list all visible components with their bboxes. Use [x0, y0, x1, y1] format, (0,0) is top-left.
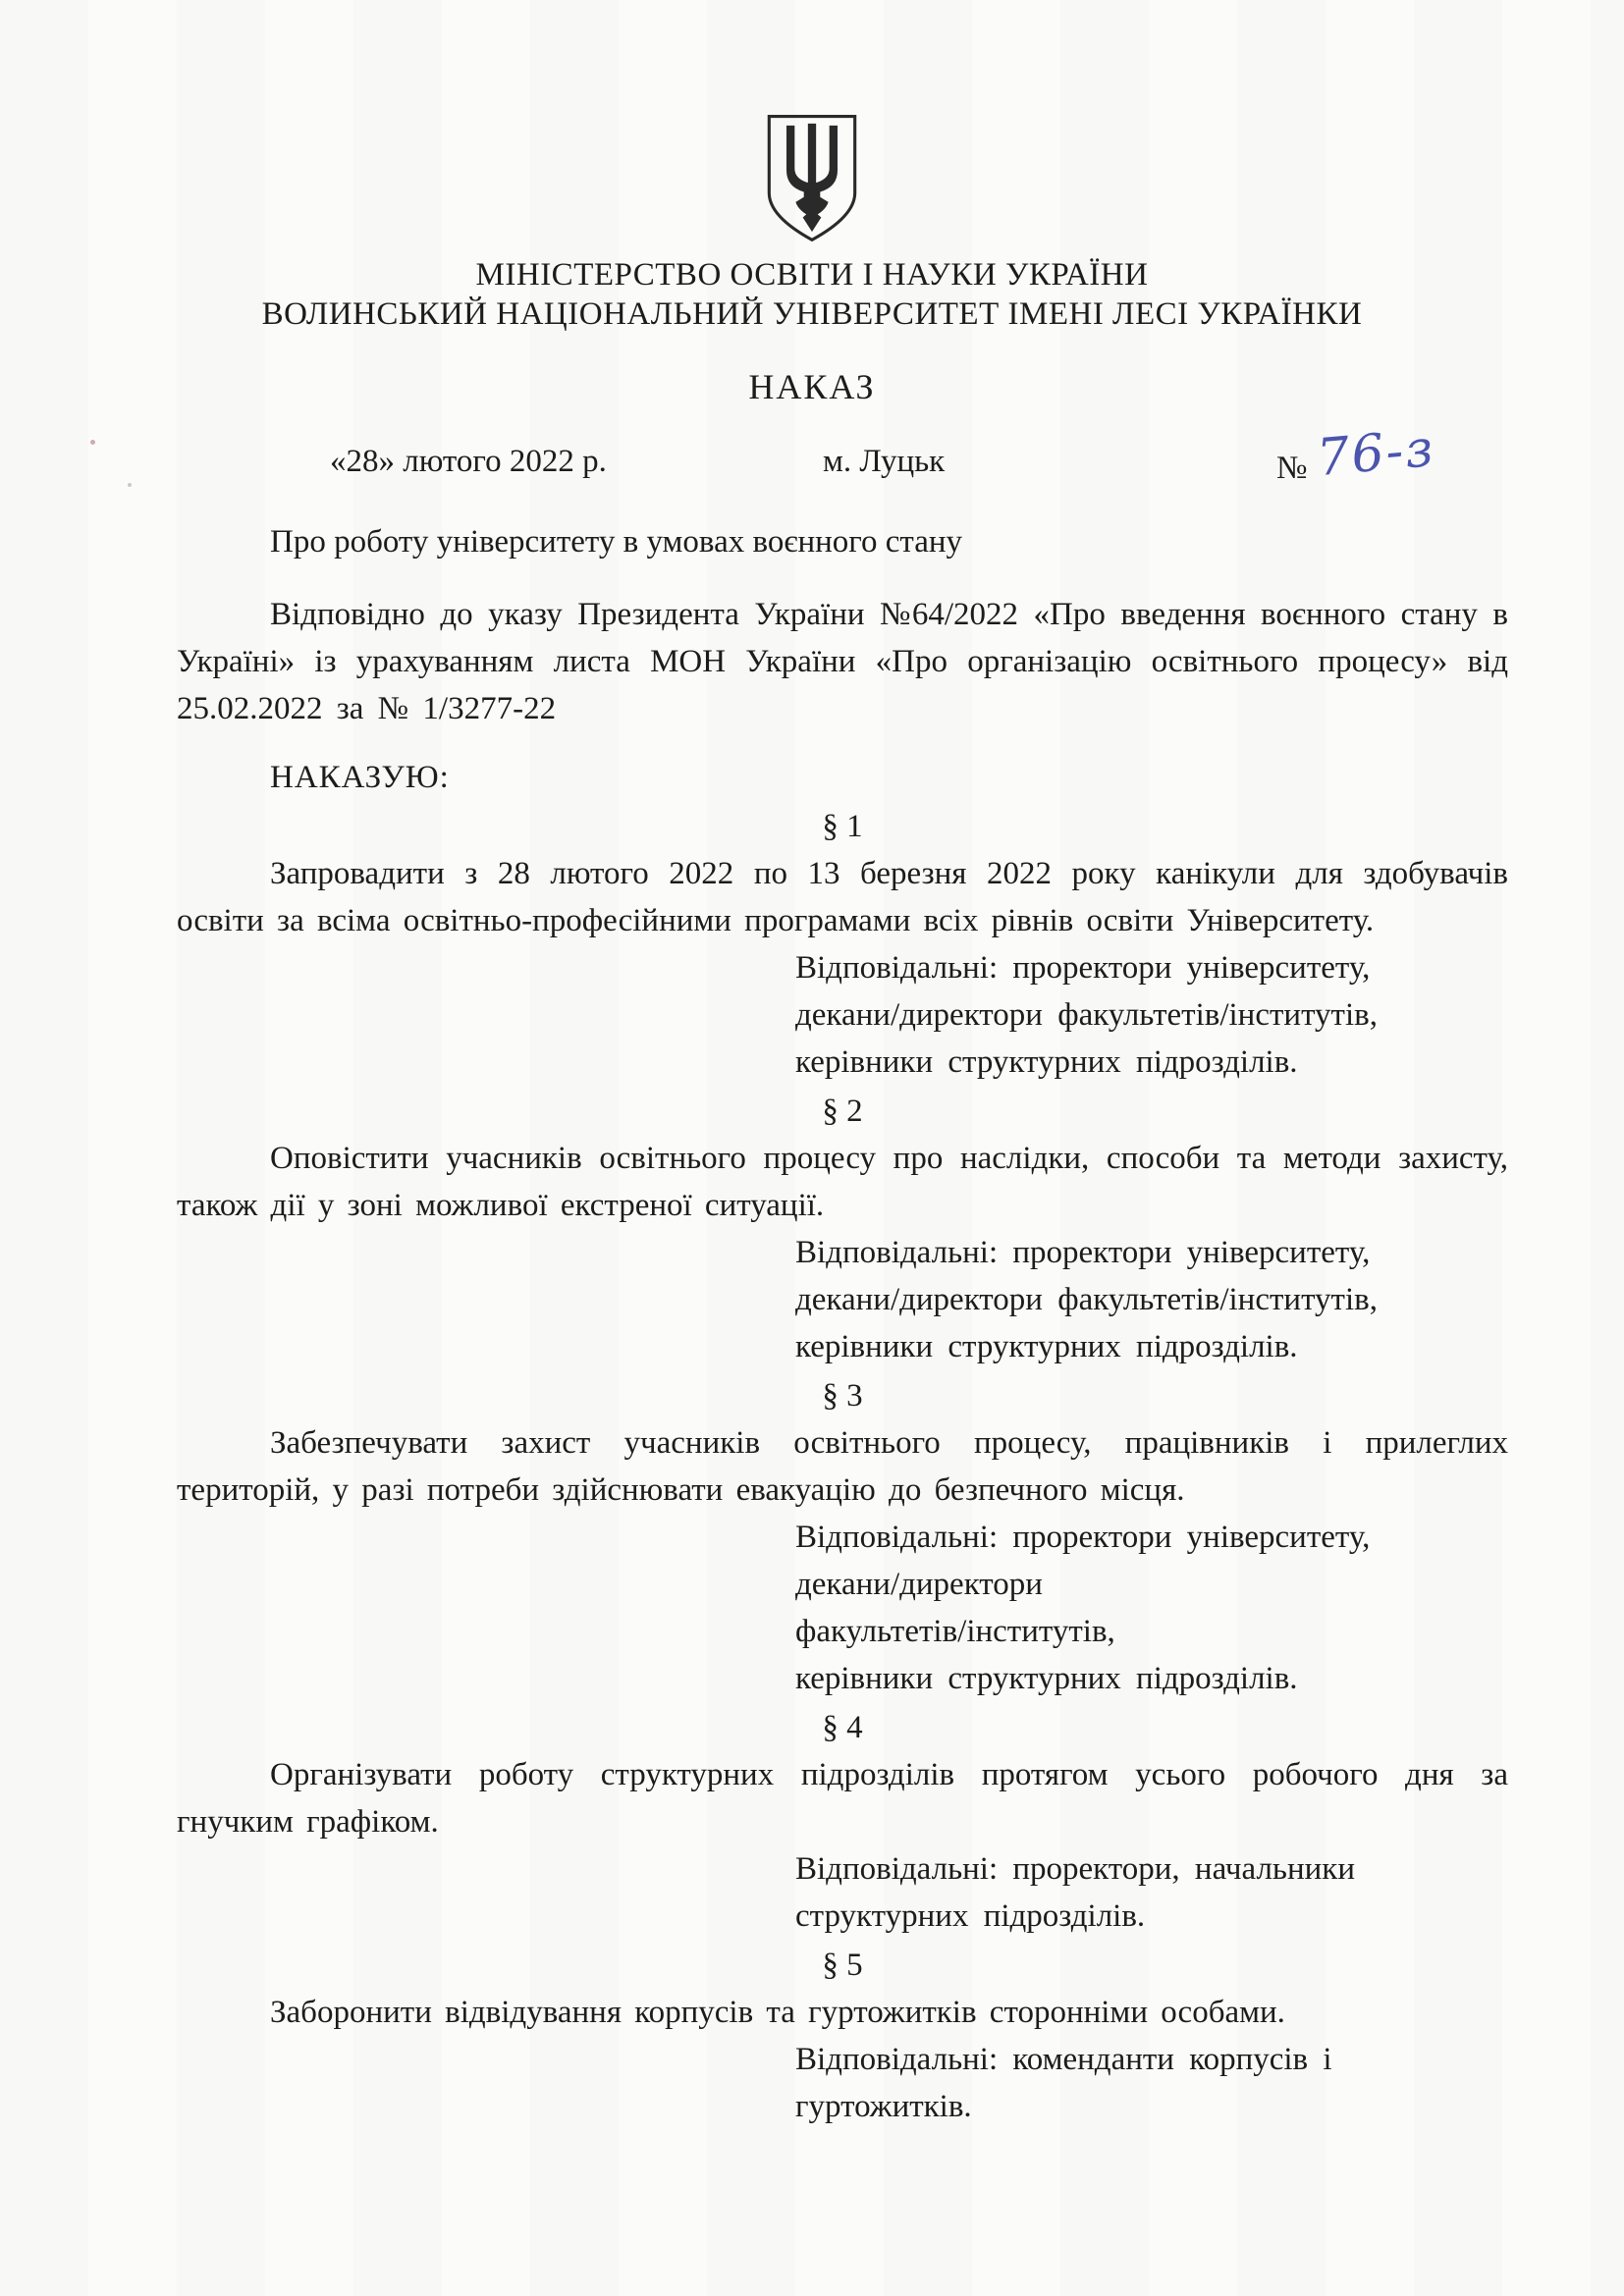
preamble-paragraph: Відповідно до указу Президента України №64/2022 «Про введення воєнного стану в Україні» із урахуванням листа МОН України «Про організацію освітнього процесу» від 25.02.2022 за № 1/3277-22: [177, 597, 1508, 726]
responsible-line: керівники структурних підрозділів.: [795, 1329, 1298, 1364]
section-text: Запровадити з 28 лютого 2022 по 13 березня 2022 року канікули для здобувачів освіти за всіма освітньо-професійними програмами всіх рівнів освіти Університету.: [177, 856, 1508, 938]
order-section: [177, 1372, 1508, 1702]
ministry-name: МІНІСТЕРСТВО ОСВІТИ І НАУКИ УКРАЇНИ: [475, 257, 1149, 293]
responsible-line: факультетів/інститутів,: [795, 1614, 1115, 1649]
responsible-line: Відповідальні: проректори університету,: [795, 1520, 1371, 1555]
responsible-line: Відповідальні: проректори університету,: [795, 1235, 1371, 1270]
section-paragraph-mark: § 4: [822, 1710, 863, 1745]
order-body: [177, 591, 1508, 2130]
responsible-block: [795, 944, 1512, 1086]
responsible-line: декани/директори: [795, 1567, 1043, 1602]
scan-artifact-speck: [90, 440, 95, 445]
responsible-block: [795, 2036, 1512, 2130]
responsible-block: [795, 1845, 1512, 1940]
order-section: [177, 1088, 1508, 1370]
responsible-block: [795, 1229, 1512, 1370]
responsible-line: гуртожитків.: [795, 2089, 972, 2124]
order-number-handwritten: 76-з: [1314, 418, 1437, 489]
responsible-line: Відповідальні: проректори, начальники: [795, 1851, 1355, 1887]
order-word: НАКАЗУЮ:: [270, 760, 450, 795]
section-text: Забезпечувати захист учасників освітнього процесу, працівників і прилеглих територій, у разі потреби здійснювати евакуацію до безпечного місця.: [177, 1425, 1508, 1508]
section-text: Оповістити учасників освітнього процесу про наслідки, способи та методи захисту, також дії у зоні можливої екстреної ситуації.: [177, 1141, 1508, 1223]
responsible-line: Відповідальні: коменданти корпусів і: [795, 2042, 1332, 2077]
section-paragraph-mark: § 3: [822, 1378, 863, 1414]
document-type-title: НАКАЗ: [748, 367, 876, 406]
responsible-line: керівники структурних підрозділів.: [795, 1044, 1298, 1080]
responsible-block: [795, 1514, 1512, 1702]
scan-artifact-speck: [128, 483, 132, 487]
section-paragraph-mark: § 1: [822, 809, 863, 844]
responsible-line: керівники структурних підрозділів.: [795, 1661, 1298, 1696]
order-section: [177, 1704, 1508, 1940]
document-number: [1276, 418, 1437, 489]
document-header: [0, 0, 1624, 410]
section-paragraph-mark: § 5: [822, 1948, 863, 1983]
sections-container: [177, 803, 1508, 2130]
responsible-line: декани/директори факультетів/інститутів,: [795, 1282, 1378, 1317]
section-text: Заборонити відвідування корпусів та гуртожитків сторонніми особами.: [270, 1995, 1285, 2030]
university-name: ВОЛИНСЬКИЙ НАЦІОНАЛЬНИЙ УНІВЕРСИТЕТ ІМЕНІ ЛЕСІ УКРАЇНКИ: [261, 296, 1363, 332]
order-subject: Про роботу університету в умовах воєнного стану: [270, 524, 963, 560]
section-text: Організувати роботу структурних підрозділів протягом усього робочого дня за гнучким графіком.: [177, 1757, 1508, 1840]
responsible-line: структурних підрозділів.: [795, 1898, 1146, 1934]
document-city: м. Луцьк: [823, 444, 946, 479]
order-section: [177, 803, 1508, 1086]
section-paragraph-mark: § 2: [822, 1094, 863, 1129]
ukraine-trident-emblem: [761, 110, 863, 247]
number-sign-label: №: [1276, 451, 1308, 486]
responsible-line: декани/директори факультетів/інститутів,: [795, 997, 1378, 1033]
responsible-line: Відповідальні: проректори університету,: [795, 950, 1371, 986]
order-section: [177, 1942, 1508, 2130]
meta-row: [0, 418, 1624, 507]
document-date: «28» лютого 2022 р.: [330, 444, 607, 479]
